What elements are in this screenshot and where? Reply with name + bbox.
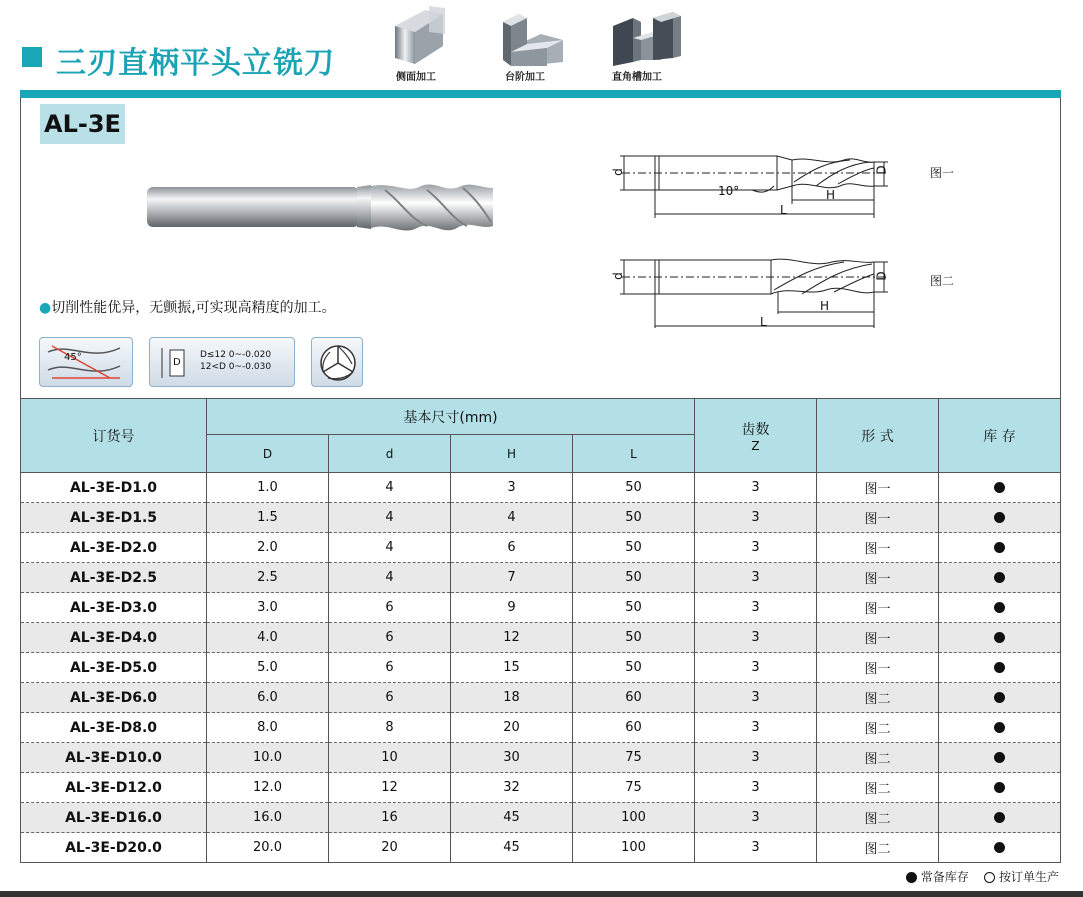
- cell-L: 60: [573, 683, 695, 713]
- header-basic-size: 基本尺寸(mm): [207, 399, 695, 435]
- tolerance-line2: 12<D 0~-0.030: [200, 362, 272, 372]
- feature-label: 切削性能优异，无颤振,可实现高精度的加工。: [51, 300, 336, 316]
- table-row: [21, 473, 1061, 503]
- tolerance-D-label: D: [173, 357, 181, 368]
- cell-d: 6: [329, 653, 451, 683]
- cell-D: 20.0: [207, 833, 329, 863]
- table-row: [21, 593, 1061, 623]
- drawing-fig1: [612, 150, 902, 230]
- in-stock-dot-icon: [906, 872, 917, 883]
- cell-H: 4: [451, 503, 573, 533]
- cell-d: 6: [329, 623, 451, 653]
- cell-code: AL-3E-D16.0: [21, 803, 207, 833]
- cell-D: 2.5: [207, 563, 329, 593]
- cell-d: 6: [329, 683, 451, 713]
- in-stock-dot-icon: [994, 782, 1005, 793]
- cell-d: 20: [329, 833, 451, 863]
- in-stock-dot-icon: [994, 482, 1005, 493]
- header-teeth-label: 齿数: [741, 421, 770, 438]
- cell-code: AL-3E-D4.0: [21, 623, 207, 653]
- cell-stock: [939, 563, 1061, 593]
- table-row: [21, 833, 1061, 863]
- cell-H: 3: [451, 473, 573, 503]
- cell-d: 4: [329, 473, 451, 503]
- spec-table-body: [21, 473, 1061, 863]
- fig1-angle-label: 10°: [718, 184, 740, 198]
- cell-form: 图二: [817, 833, 939, 863]
- cell-stock: [939, 683, 1061, 713]
- legend-in-stock: 常备库存: [920, 870, 969, 884]
- cell-H: 9: [451, 593, 573, 623]
- fig1-L-label: L: [780, 203, 787, 217]
- cell-code: AL-3E-D6.0: [21, 683, 207, 713]
- cell-Z: 3: [695, 653, 817, 683]
- fig1-H-label: H: [826, 188, 836, 202]
- cell-stock: [939, 773, 1061, 803]
- cell-L: 75: [573, 773, 695, 803]
- cell-L: 50: [573, 623, 695, 653]
- cell-Z: 3: [695, 833, 817, 863]
- header-D: D: [207, 435, 329, 473]
- fig2-D-label: D: [874, 271, 889, 281]
- cell-L: 50: [573, 563, 695, 593]
- cell-code: AL-3E-D8.0: [21, 713, 207, 743]
- cell-stock: [939, 593, 1061, 623]
- cell-H: 15: [451, 653, 573, 683]
- cell-code: AL-3E-D2.5: [21, 563, 207, 593]
- in-stock-dot-icon: [994, 662, 1005, 673]
- made-to-order-circle-icon: [984, 872, 995, 883]
- cell-Z: 3: [695, 563, 817, 593]
- cell-Z: 3: [695, 683, 817, 713]
- footer-bar: [0, 891, 1083, 897]
- cell-code: AL-3E-D10.0: [21, 743, 207, 773]
- cell-stock: [939, 833, 1061, 863]
- cell-form: 图二: [817, 773, 939, 803]
- cell-d: 12: [329, 773, 451, 803]
- cell-code: AL-3E-D12.0: [21, 773, 207, 803]
- cell-d: 16: [329, 803, 451, 833]
- table-row: [21, 533, 1061, 563]
- feature-text: [39, 297, 336, 317]
- op-label-side: 侧面加工: [396, 72, 436, 83]
- cell-L: 50: [573, 653, 695, 683]
- cell-D: 2.0: [207, 533, 329, 563]
- cell-Z: 3: [695, 623, 817, 653]
- cell-d: 4: [329, 563, 451, 593]
- cell-L: 50: [573, 503, 695, 533]
- in-stock-dot-icon: [994, 542, 1005, 553]
- in-stock-dot-icon: [994, 692, 1005, 703]
- cell-stock: [939, 473, 1061, 503]
- cell-stock: [939, 623, 1061, 653]
- cell-form: 图二: [817, 803, 939, 833]
- table-row: [21, 713, 1061, 743]
- cell-Z: 3: [695, 803, 817, 833]
- header-form: 形 式: [817, 399, 939, 473]
- tolerance-line1: D≤12 0~-0.020: [200, 350, 272, 360]
- cell-stock: [939, 743, 1061, 773]
- stock-legend: [906, 868, 1059, 885]
- cell-Z: 3: [695, 473, 817, 503]
- cell-H: 30: [451, 743, 573, 773]
- cell-form: 图一: [817, 473, 939, 503]
- in-stock-dot-icon: [994, 812, 1005, 823]
- table-row: [21, 653, 1061, 683]
- title-square-icon: [22, 47, 42, 67]
- drawing-fig2: [612, 256, 902, 336]
- cell-d: 10: [329, 743, 451, 773]
- cell-L: 100: [573, 803, 695, 833]
- header-divider: [20, 90, 1061, 98]
- cell-D: 16.0: [207, 803, 329, 833]
- table-row: [21, 503, 1061, 533]
- table-row: [21, 563, 1061, 593]
- cell-code: AL-3E-D5.0: [21, 653, 207, 683]
- end-mill-photo-icon: [145, 182, 495, 232]
- cell-D: 4.0: [207, 623, 329, 653]
- cell-stock: [939, 533, 1061, 563]
- cell-H: 7: [451, 563, 573, 593]
- spec-table: [20, 398, 1061, 863]
- helix-angle-label: 45°: [64, 352, 82, 363]
- cell-L: 100: [573, 833, 695, 863]
- cell-d: 8: [329, 713, 451, 743]
- fig2-d-label: d: [610, 272, 625, 280]
- cell-form: 图一: [817, 533, 939, 563]
- page-title: 三刃直柄平头立铣刀: [56, 46, 335, 81]
- cell-D: 1.5: [207, 503, 329, 533]
- cell-Z: 3: [695, 773, 817, 803]
- cell-code: AL-3E-D1.0: [21, 473, 207, 503]
- cell-H: 20: [451, 713, 573, 743]
- cell-form: 图一: [817, 503, 939, 533]
- cell-code: AL-3E-D20.0: [21, 833, 207, 863]
- bullet-icon: ●: [39, 300, 52, 316]
- cell-D: 12.0: [207, 773, 329, 803]
- cell-Z: 3: [695, 533, 817, 563]
- cell-H: 18: [451, 683, 573, 713]
- in-stock-dot-icon: [994, 842, 1005, 853]
- cell-form: 图一: [817, 653, 939, 683]
- fig1-title: 图一: [930, 166, 955, 180]
- cell-L: 50: [573, 473, 695, 503]
- op-label-step: 台阶加工: [505, 72, 545, 83]
- cell-Z: 3: [695, 743, 817, 773]
- cell-Z: 3: [695, 503, 817, 533]
- cell-code: AL-3E-D1.5: [21, 503, 207, 533]
- in-stock-dot-icon: [994, 722, 1005, 733]
- cell-H: 6: [451, 533, 573, 563]
- cell-stock: [939, 503, 1061, 533]
- table-row: [21, 623, 1061, 653]
- cell-form: 图一: [817, 593, 939, 623]
- in-stock-dot-icon: [994, 602, 1005, 613]
- cell-code: AL-3E-D3.0: [21, 593, 207, 623]
- fig1-D-label: D: [874, 165, 889, 175]
- in-stock-dot-icon: [994, 752, 1005, 763]
- tolerance-symbol: [149, 337, 295, 387]
- cell-D: 10.0: [207, 743, 329, 773]
- cell-D: 5.0: [207, 653, 329, 683]
- cell-H: 32: [451, 773, 573, 803]
- cell-form: 图二: [817, 713, 939, 743]
- table-row: [21, 803, 1061, 833]
- cell-form: 图一: [817, 563, 939, 593]
- cell-d: 4: [329, 503, 451, 533]
- header-teeth: [695, 399, 817, 473]
- page-header: [0, 0, 1083, 90]
- in-stock-dot-icon: [994, 572, 1005, 583]
- cell-L: 50: [573, 533, 695, 563]
- cell-D: 8.0: [207, 713, 329, 743]
- table-row: [21, 773, 1061, 803]
- cell-D: 3.0: [207, 593, 329, 623]
- cell-D: 1.0: [207, 473, 329, 503]
- cell-H: 45: [451, 833, 573, 863]
- in-stock-dot-icon: [994, 512, 1005, 523]
- cell-d: 6: [329, 593, 451, 623]
- cell-code: AL-3E-D2.0: [21, 533, 207, 563]
- fig2-title: 图二: [930, 274, 955, 288]
- header-order-no: 订货号: [21, 399, 207, 473]
- cell-d: 4: [329, 533, 451, 563]
- cell-stock: [939, 803, 1061, 833]
- three-flute-symbol: [311, 337, 363, 387]
- cell-L: 60: [573, 713, 695, 743]
- cell-H: 12: [451, 623, 573, 653]
- cell-L: 75: [573, 743, 695, 773]
- fig2-L-label: L: [760, 315, 767, 329]
- table-row: [21, 683, 1061, 713]
- product-model: AL-3E: [40, 104, 125, 144]
- header-H: H: [451, 435, 573, 473]
- header-teeth-sub: Z: [751, 438, 760, 453]
- cell-L: 50: [573, 593, 695, 623]
- cell-form: 图二: [817, 683, 939, 713]
- cell-Z: 3: [695, 713, 817, 743]
- cell-form: 图一: [817, 623, 939, 653]
- header-stock: 库 存: [939, 399, 1061, 473]
- table-row: [21, 743, 1061, 773]
- fig2-H-label: H: [820, 299, 830, 313]
- cell-H: 45: [451, 803, 573, 833]
- fig1-d-label: d: [610, 168, 625, 176]
- cell-stock: [939, 653, 1061, 683]
- header-d: d: [329, 435, 451, 473]
- header-L: L: [573, 435, 695, 473]
- helix-angle-symbol: [39, 337, 133, 387]
- in-stock-dot-icon: [994, 632, 1005, 643]
- legend-made-to-order: 按订单生产: [998, 870, 1059, 884]
- cell-stock: [939, 713, 1061, 743]
- cell-D: 6.0: [207, 683, 329, 713]
- cell-Z: 3: [695, 593, 817, 623]
- op-label-slot: 直角槽加工: [612, 72, 662, 83]
- cell-form: 图二: [817, 743, 939, 773]
